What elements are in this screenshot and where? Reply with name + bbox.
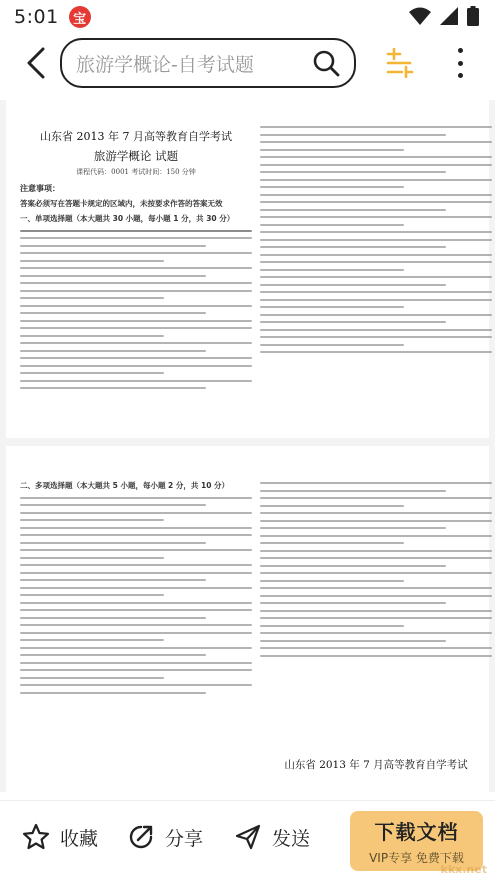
document-page-2 — [6, 446, 489, 792]
bottom-action-bar — [0, 800, 495, 880]
question-text-block — [20, 497, 252, 694]
status-time: 5:01 — [14, 6, 59, 28]
more-dot-icon — [458, 73, 463, 78]
star-icon — [22, 823, 50, 851]
section-one-heading: 一、单项选择题（本大题共 30 小题，每小题 1 分，共 30 分） — [20, 214, 235, 223]
question-text-block — [260, 482, 492, 657]
page2-left-column — [20, 446, 252, 792]
favorite-label: 收藏 — [60, 827, 99, 850]
chevron-left-icon — [26, 47, 46, 79]
signal-icon — [439, 6, 459, 26]
favorite-button[interactable] — [22, 823, 98, 851]
battery-icon — [467, 6, 479, 26]
search-icon[interactable] — [312, 49, 340, 77]
send-label: 发送 — [272, 827, 311, 850]
wifi-icon — [409, 6, 431, 26]
course-title: 旅游学概论 试题 — [93, 149, 179, 163]
search-header — [0, 34, 495, 94]
back-button[interactable] — [20, 46, 52, 80]
send-button[interactable] — [234, 823, 310, 851]
notice-heading: 注意事项： — [20, 184, 60, 193]
section-two-heading: 二、多项选择题（本大题共 5 小题，每小题 2 分，共 10 分） — [20, 481, 230, 490]
send-icon — [234, 823, 262, 851]
filter-icon[interactable] — [384, 46, 416, 78]
more-dot-icon — [458, 48, 463, 53]
status-indicators — [409, 6, 479, 26]
page1-left-column — [20, 100, 252, 438]
status-bar — [0, 0, 495, 34]
page1-right-column — [260, 100, 492, 438]
course-meta: 课程代码：0001 考试时间：150 分钟 — [76, 168, 196, 176]
page2-right-column — [260, 446, 492, 792]
download-sublabel: VIP专享 免费下载 — [369, 851, 464, 865]
download-label: 下载文档 — [374, 820, 459, 844]
question-text-block — [260, 126, 492, 353]
more-options-button[interactable] — [446, 48, 474, 78]
search-query-text: 旅游学概论-自考试题 — [76, 53, 254, 76]
share-label: 分享 — [165, 827, 204, 850]
question-text-block — [20, 230, 252, 390]
more-dot-icon — [458, 61, 463, 66]
search-input[interactable] — [60, 38, 356, 88]
exam-title: 山东省 2013 年 7 月高等教育自学考试 — [40, 130, 232, 143]
site-watermark: kkx.net — [440, 863, 487, 876]
answer-rule: 答案必须写在答题卡规定的区域内，未按要求作答的答案无效 — [20, 199, 223, 208]
app-notification-icon: 宝 — [69, 6, 91, 28]
share-button[interactable] — [127, 823, 203, 851]
download-document-button[interactable] — [350, 811, 483, 871]
page2-footer-title: 山东省 2013 年 7 月高等教育自学考试 — [284, 759, 468, 771]
share-icon — [127, 823, 155, 851]
document-preview[interactable] — [0, 100, 495, 792]
document-page-1 — [6, 100, 489, 438]
